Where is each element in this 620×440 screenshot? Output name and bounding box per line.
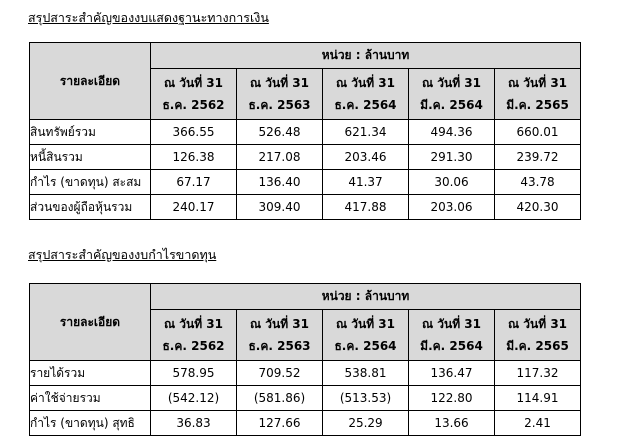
column-header-line1: ณ วันที่ 31 (421, 76, 482, 90)
value-cell: 660.01 (495, 120, 581, 145)
column-header-line1: ณ วันที่ 31 (335, 76, 396, 90)
row-label: กำไร (ขาดทุน) สะสม (30, 170, 151, 195)
column-header (323, 69, 409, 120)
unit-label: หน่วย : ล้านบาท (151, 284, 581, 310)
table-row (30, 411, 581, 436)
value-cell: 417.88 (323, 195, 409, 220)
column-header (323, 310, 409, 361)
value-cell: 240.17 (151, 195, 237, 220)
value-cell: 217.08 (237, 145, 323, 170)
value-cell: 67.17 (151, 170, 237, 195)
value-cell: 126.38 (151, 145, 237, 170)
column-header-line1: ณ วันที่ 31 (507, 76, 568, 90)
table-row (30, 170, 581, 195)
value-cell: 13.66 (409, 411, 495, 436)
value-cell: 122.80 (409, 386, 495, 411)
table-row (30, 145, 581, 170)
balance-sheet-title: สรุปสาระสำคัญของงบแสดงฐานะทางการเงิน (28, 10, 269, 25)
value-cell: 291.30 (409, 145, 495, 170)
header-row (30, 284, 581, 310)
column-header-line1: ณ วันที่ 31 (507, 317, 568, 331)
column-header (151, 310, 237, 361)
column-header-line1: ณ วันที่ 31 (335, 317, 396, 331)
value-cell: 526.48 (237, 120, 323, 145)
column-header-line2: ธ.ค. 2563 (248, 339, 311, 353)
column-header-line1: ณ วันที่ 31 (249, 317, 310, 331)
unit-label: หน่วย : ล้านบาท (151, 43, 581, 69)
row-label: กำไร (ขาดทุน) สุทธิ (30, 411, 151, 436)
column-header (237, 310, 323, 361)
table-row (30, 386, 581, 411)
row-label: หนี้สินรวม (30, 145, 151, 170)
row-label: ส่วนของผู้ถือหุ้นรวม (30, 195, 151, 220)
column-header-line2: ธ.ค. 2563 (248, 98, 311, 112)
value-cell: (581.86) (237, 386, 323, 411)
value-cell: 30.06 (409, 170, 495, 195)
table-row (30, 120, 581, 145)
column-header (237, 69, 323, 120)
column-header (409, 69, 495, 120)
value-cell: 36.83 (151, 411, 237, 436)
value-cell: 25.29 (323, 411, 409, 436)
value-cell: 621.34 (323, 120, 409, 145)
column-header-line2: ธ.ค. 2562 (162, 339, 225, 353)
row-label: รายได้รวม (30, 361, 151, 386)
value-cell: 43.78 (495, 170, 581, 195)
table-row (30, 195, 581, 220)
value-cell: 136.47 (409, 361, 495, 386)
income-statement-title: สรุปสาระสำคัญของงบกำไรขาดทุน (28, 247, 217, 262)
value-cell: 578.95 (151, 361, 237, 386)
column-header-line2: มี.ค. 2564 (420, 98, 483, 112)
value-cell: 2.41 (495, 411, 581, 436)
value-cell: 494.36 (409, 120, 495, 145)
header-row (30, 43, 581, 69)
row-label: สินทรัพย์รวม (30, 120, 151, 145)
value-cell: 127.66 (237, 411, 323, 436)
value-cell: 41.37 (323, 170, 409, 195)
value-cell: 309.40 (237, 195, 323, 220)
value-cell: 420.30 (495, 195, 581, 220)
column-header-line1: ณ วันที่ 31 (249, 76, 310, 90)
value-cell: 239.72 (495, 145, 581, 170)
column-header (495, 310, 581, 361)
value-cell: 114.91 (495, 386, 581, 411)
value-cell: 203.06 (409, 195, 495, 220)
value-cell: 203.46 (323, 145, 409, 170)
table-row (30, 361, 581, 386)
value-cell: 709.52 (237, 361, 323, 386)
corner-label: รายละเอียด (30, 43, 151, 120)
column-header-line2: ธ.ค. 2562 (162, 98, 225, 112)
income-statement-table (29, 283, 581, 436)
value-cell: 117.32 (495, 361, 581, 386)
value-cell: 136.40 (237, 170, 323, 195)
value-cell: (542.12) (151, 386, 237, 411)
column-header-line1: ณ วันที่ 31 (163, 76, 224, 90)
column-header (495, 69, 581, 120)
column-header (151, 69, 237, 120)
column-header (409, 310, 495, 361)
value-cell: (513.53) (323, 386, 409, 411)
value-cell: 538.81 (323, 361, 409, 386)
row-label: ค่าใช้จ่ายรวม (30, 386, 151, 411)
column-header-line2: ธ.ค. 2564 (334, 339, 397, 353)
column-header-line1: ณ วันที่ 31 (421, 317, 482, 331)
value-cell: 366.55 (151, 120, 237, 145)
column-header-line2: ธ.ค. 2564 (334, 98, 397, 112)
balance-sheet-table (29, 42, 581, 220)
column-header-line2: มี.ค. 2565 (506, 339, 569, 353)
column-header-line2: มี.ค. 2564 (420, 339, 483, 353)
column-header-line1: ณ วันที่ 31 (163, 317, 224, 331)
column-header-line2: มี.ค. 2565 (506, 98, 569, 112)
corner-label: รายละเอียด (30, 284, 151, 361)
